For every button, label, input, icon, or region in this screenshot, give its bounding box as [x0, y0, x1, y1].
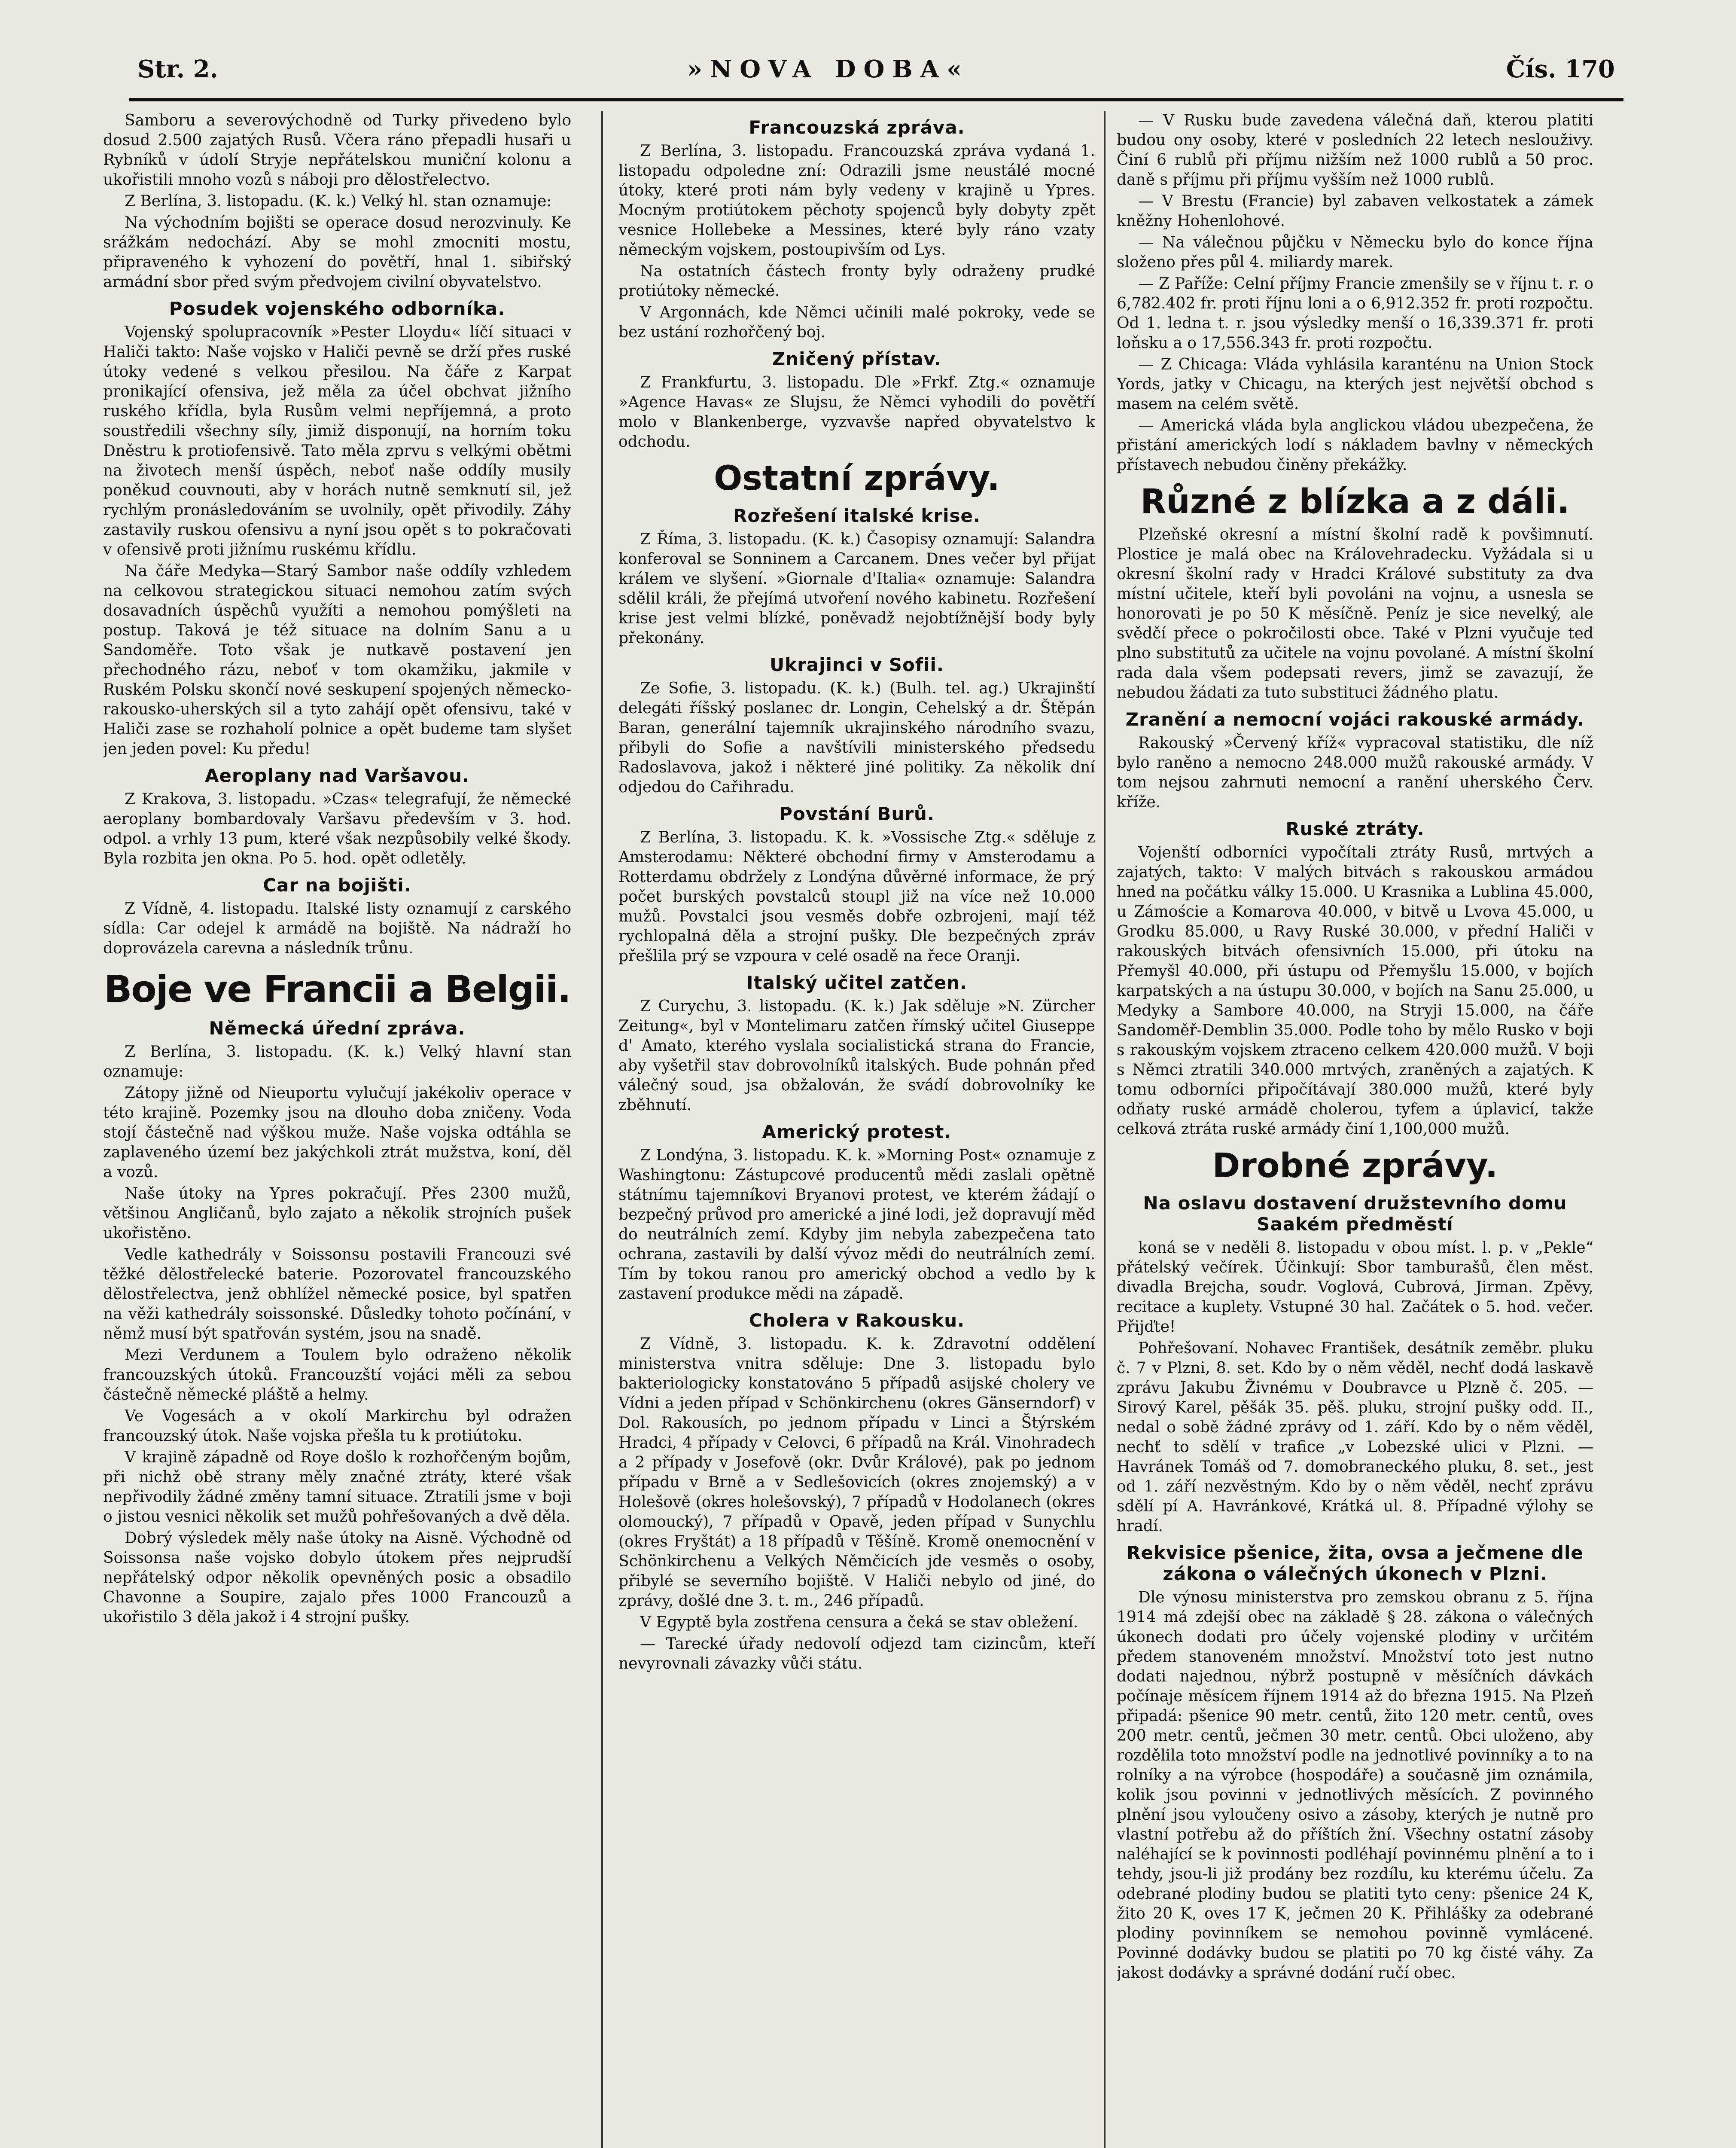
article-paragraph: Z Curychu, 3. listopadu. (K. k.) Jak sděluje »N. Zürcher Zeitung«, byl v Montelimaru zatčen římský učitel Giuseppe d' Amato, kterého vyslala socialistická strana do Francie, aby vyšetřil stav dobrovolníků italských. Bude pohnán před válečný soud, jsa obžalován, že svádí dobrovolníky ke zběhnutí.	[618, 998, 1095, 1114]
article-paragraph: Z Říma, 3. listopadu. (K. k.) Časopisy oznamují: Salandra konferoval se Sonninem a Carcanem. Dnes večer byl přijat králem ve slyšení. »Giornale d'Italia« oznamuje: Salandra sdělil králi, že přejímá utvoření nového kabinetu. Rozřešení krise jest velmi blízké, poněvadž nejobtížnější body byly překonány.	[618, 531, 1095, 647]
article-paragraph: Dle výnosu ministerstva pro zemskou obranu z 5. října 1914 má zdejší obec na základě § 28. zákona o válečných úkonech dodati pro účely vojenské plodiny v určitém předem stanoveném množství. Množství toto jest nutno dodati najednou, nýbrž postupně v měsíčních dávkách počínaje měsícem říjnem 1914 až do března 1915. Na Plzeň připadá: pšenice 90 metr. centů, žito 120 metr. centů, oves 200 metr. centů, ječmen 30 metr. centů. Obci uloženo, aby rozdělila toto množství podle na jednotlivé povinníky a to na rolníky a na výrobce (hospodáře) a současně jim oznámila, kolik jsou povinni v jednotlivých měsících. Z povinného plnění jsou vyloučeny osivo a zásoby, kterých je nutně pro vlastní potřebu až do příštích žní. Všechny ostatní zásoby naléhající se k povinnosti podléhají povinnému plnění a to i tehdy, jsou-li již prodány bez rozdílu, ku kterému účelu. Za odebrané plodiny budou se platiti tyto ceny: pšenice 24 K, žito 20 K, oves 17 K, ječmen 20 K. Přihlášky za odebrané plodiny povinníkem se nemohou povinně vymlácené. Povinné dodávky budou se platiti po 70 kg čisté váhy. Za jakost dodávky a správné dodání ručí obec.	[1117, 1589, 1593, 1982]
article-paragraph: Pohřešovaní. Nohavec František, desátník zeměbr. pluku č. 7 v Plzni, 8. set. Kdo by o něm věděl, nechť dodá laskavě zprávu Jakubu Živnému v Doubravce u Plzně č. 205. — Sirový Karel, pěšák 35. pěš. pluku, strojní pušky odd. II., nedal o sobě žádné zprávy od 1. září. Kdo by o něm věděl, nechť to sdělí v trafice „v Lobezské ulici v Plzni. — Havránek Tomáš od 7. domobraneckého pluku, 8. set., jest od 1. září nezvěstným. Kdo by o něm věděl, nechť zprávu sdělí pí A. Havránkové, Krátká ul. 8. Případné výlohy se hradí.	[1117, 1339, 1593, 1535]
article-paragraph: Z Vídně, 3. listopadu. K. k. Zdravotní oddělení ministerstva vnitra sděluje: Dne 3. listopadu bylo bakteriologicky konstatováno 5 případů asijské cholery ve Vídni a jeden případ v Schönkirchenu (okres Gänserndorf) v Dol. Rakousích, po jednom případu v Linci a Štýrském Hradci, 4 případy v Celovci, 6 případů na Král. Vinohradech a 2 případy v Josefově (okr. Dvůr Králové), pak po jednom případu v Brně a v Sedlešovicích (okres znojemský) a v Holešově (okres holešovský), 7 případů v Hodolanech (okres olomoucký), 7 případů v Opavě, jeden případ v Sunychlu (okres Fryštát) a 18 případů v Těšíně. Kromě onemocnění v Schönkirchenu a Velkých Němčicích jde vesměs o osoby, přibylé se severního bojiště. V Haliči nebylo od jiné, do zprávy, došlé dne 3. t. m., 246 případů.	[618, 1335, 1095, 1610]
article-subheading: Car na bojišti.	[263, 875, 411, 896]
section-heading: Ostatní zprávy.	[714, 459, 1000, 498]
section-heading: Různé z blízka a z dáli.	[1140, 482, 1570, 521]
page-header	[137, 51, 1615, 98]
article-paragraph: — Na válečnou půjčku v Německu bylo do konce října složeno přes půl 4. miliardy marek.	[1117, 234, 1593, 271]
article-paragraph: Zátopy jižně od Nieuportu vylučují jakékoliv operace v této krajině. Pozemky jsou na dlouho doba zničeny. Voda stojí částečně nad výškou muže. Naše vojska odtáhla se zaplaveného území bez jakýchkoli ztrát mužstva, koní, děl a vozů.	[103, 1084, 571, 1181]
article-paragraph: Vojenští odborníci vypočítali ztráty Rusů, mrtvých a zajatých, takto: V malých bitvách s rakouskou armádou hned na počátku války 15.000. U Krasnika a Lublina 45.000, u Zámoście a Komarova 40.000, v bitvě u Lvova 45.000, u Grodku 85.000, u Ravy Ruské 30.000, v přední Haliči v rakouských bitvách ofensivních 15.000, při útoku na Přemyšl 40.000, při ústupu od Přemyšlu 15.000, v bojích karpatských a na ústupu 30.000, v bojích na Sanu 25.000, u Medyky a Sambore 40.000, na Stryji 15.000, na čáře Sandoměř-Demblin 35.000. Podle toho by mělo Rusko v boji s rakouským vojskem ztraceno celkem 420.000 mužů. V boji s Němci ztratili 340.000 mrtvých, zraněných a zajatých. K tomu odborníci připočítávají 380.000 mužů, které byly odňaty ruské armádě cholerou, tyfem a úplavicí, takže celková ztráta ruské armády činí 1,100,000 mužů.	[1117, 844, 1593, 1138]
article-paragraph: Z Londýna, 3. listopadu. K. k. »Morning Post« oznamuje z Washingtonu: Zástupcové producentů mědi zaslali opětně státnímu tajemníkovi Bryanovi protest, ve kterém žádají o bezpečný průvod pro americké a jiné lodi, jež dopravují měď do neutrálních zemí. Kdyby jim nebyla zabezpečena tato ochrana, zastavili by další vývoz mědi do neutrálních zemí. Tím by tokou ranou pro americký obchod a vedlo by k zastavení produkce mědi na západě.	[618, 1147, 1095, 1303]
article-paragraph: V krajině západně od Roye došlo k rozhořčeným bojům, při nichž obě strany měly značné ztráty, které však nepřivodily žádné změny tamní situace. Ztratili jsme v boji o jistou vesnici několik set mužů pohřešovaných a dvě děla.	[103, 1449, 571, 1526]
masthead-title: »NOVA DOBA«	[687, 55, 970, 83]
article-paragraph: Z Frankfurtu, 3. listopadu. Dle »Frkf. Ztg.« oznamuje »Agence Havas« ze Slujsu, že Němci vyhodili do povětří molo v Blankenberge, vyzvavše napřed obyvatelstvo k odchodu.	[618, 374, 1095, 451]
article-subheading: Posudek vojenského odborníka.	[169, 298, 506, 319]
article-paragraph: — V Rusku bude zavedena válečná daň, kterou platiti budou ony osoby, které v posledních 22 letech neslouživy. Činí 6 rublů při příjmu nižším než 1000 rublů a 50 proc. daně s příjmu při příjmu vyšším než 1000 rublů.	[1117, 112, 1593, 189]
page-number: Str. 2.	[137, 55, 219, 83]
article-subheading: Povstání Burů.	[779, 803, 935, 824]
article-subheading: Cholera v Rakousku.	[749, 1310, 965, 1331]
article-paragraph: Plzeňské okresní a místní školní radě k povšimnutí. Plostice je malá obec na Královehradecku. Vyžádala si u okresní školní rady v Hradci Králové substituty za dva místní učitele, kteří byli povoláni na vojnu, a usnesla se honorovati je po 50 K měsíčně. Peníz je sice nevelký, ale svědčí přece o pokročilosti obce. Také v Plzni vyučuje teď plno substitutů za učitele na vojnu povolané. A místní školní rada dala všem podepsati revers, jimž se zavazují, že nebudou žádati za tuto substituci žádného platu.	[1117, 526, 1593, 702]
article-paragraph: Z Krakova, 3. listopadu. »Czas« telegrafují, že německé aeroplany bombardovaly Varšavu především v 3. hod. odpol. a vrhly 13 pum, které však nezpůsobily velké škody. Byla rozbita jen okna. Po 5. hod. opět odletěly.	[103, 790, 571, 867]
article-paragraph: koná se v neděli 8. listopadu v obou míst. l. p. v „Pekle“ přátelský večírek. Účinkují: Sbor tamburašů, člen měst. divadla Brejcha, soudr. Voglová, Cubrová, Jirman. Zpěvy, recitace a kuplety. Vstupné 30 hal. Začátek o 5. hod. večer. Přijďte!	[1117, 1239, 1593, 1336]
article-paragraph: Na východním bojišti se operace dosud nerozvinuly. Ke srážkám nedochází. Aby se mohl zmocniti mostu, připraveného k vyhození do povětří, hnal 1. sibiřský armádní sbor před svým předvojem civilní obyvatelstvo.	[103, 214, 571, 291]
article-paragraph: Naše útoky na Ypres pokračují. Přes 2300 mužů, většinou Angličanů, bylo zajato a několik strojních pušek ukořistěno.	[103, 1185, 571, 1242]
article-subheading: Francouzská zpráva.	[749, 117, 965, 138]
article-paragraph: V Egyptě byla zostřena censura a čeká se stav obležení.	[640, 1614, 1078, 1631]
article-paragraph: Samboru a severovýchodně od Turky přivedeno bylo dosud 2.500 zajatých Rusů. Včera ráno přepadli husaři u Rybníků v údolí Stryje nepřátelskou muniční kolonu a ukořistili mnoho vozů s náboji pro dělostřelectvo.	[103, 112, 571, 189]
article-subheading: Ukrajinci v Sofii.	[770, 654, 944, 675]
article-subheading: Na oslavu dostavení družstevního domu Saakém předměstí	[1143, 1193, 1567, 1235]
article-subheading: Rekvisice pšenice, žita, ovsa a ječmene dle zákona o válečných úkonech v Plzni.	[1127, 1542, 1584, 1584]
article-paragraph: Mezi Verdunem a Toulem bylo odraženo několik francouzských útoků. Francouzští vojáci měli za sebou částečně německé pláště a helmy.	[103, 1346, 571, 1404]
article-paragraph: V Argonnách, kde Němci učinili malé pokroky, vede se bez ustání rozhořčený boj.	[618, 304, 1095, 341]
article-subheading: Německá úřední zpráva.	[209, 1018, 466, 1039]
article-paragraph: Na ostatních částech fronty byly odraženy prudké protiútoky německé.	[618, 262, 1095, 300]
column-middle	[618, 111, 1095, 2148]
column-right	[1117, 111, 1593, 2148]
article-paragraph: Z Berlína, 3. listopadu. Francouzská zpráva vydaná 1. listopadu odpoledne zní: Odrazili jsme neustálé mocné útoky, které proti nám byly vedeny v krajině u Ypres. Mocným protiútokem pěchoty spojenců byly dobyty zpět vesnice Hollebeke a Messines, které byly ráno vzaty německým vojskem, postoupivším od Lys.	[618, 142, 1095, 259]
article-subheading: Ruské ztráty.	[1285, 818, 1425, 839]
article-paragraph: Z Berlína, 3. listopadu. (K. k.) Velký hl. stan oznamuje:	[125, 192, 552, 210]
article-paragraph: — Americká vláda byla anglickou vládou ubezpečena, že přistání amerických lodí s nákladem bavlny v německých přístavech nebudou činěny překážky.	[1117, 417, 1593, 474]
article-paragraph: Z Berlína, 3. listopadu. K. k. »Vossische Ztg.« sděluje z Amsterodamu: Některé obchodní firmy v Amsterodamu a Rotterdamu obdržely z Londýna důvěrné informace, že prý počet burských povstalců stoupl již na více než 10.000 mužů. Povstalci jsou vesměs dobře ozbrojeni, mají též rychlopalná děla a strojní pušky. Dle bezpečných zpráv přešlila prý se vzpoura v celé osadě na řece Oranji.	[618, 829, 1095, 965]
article-paragraph: Vojenský spolupracovník »Pester Lloydu« líčí situaci v Haliči takto: Naše vojsko v Haliči pevně se drží přes ruské útoky vedené s velkou přesilou. Na čáře z Karpat pronikající ofensiva, jež měla za účel obchvat jižního ruského křídla, byla Rusům velmi nepříjemná, a proto soustředili všechny síly, jimiž disponují, na horním toku Dněstru k protiofensivě. Tato měla zprvu s velkými obětmi na životech menší úspěch, neboť naše oddíly musily poněkud couvnouti, aby v horách nutně semknutí sil, jež rychlým pronásledováním se uvolnily, opět přivodily. Záhy zastavily ruskou ofensivu a nyní jsou opět s to pokračovati v ofensivě proti jižnímu ruskému křídlu.	[103, 323, 571, 558]
article-paragraph: Z Berlína, 3. listopadu. (K. k.) Velký hlavní stan oznamuje:	[103, 1043, 571, 1080]
section-heading: Drobné zprávy.	[1212, 1147, 1498, 1185]
article-paragraph: Z Vídně, 4. listopadu. Italské listy oznamují z carského sídla: Car odejel k armádě na bojiště. Na nádraží ho doprovázela carevna a následník trůnu.	[103, 900, 571, 957]
article-paragraph: Na čáře Medyka—Starý Sambor naše oddíly vzhledem na celkovou strategickou situaci nemohou zatím svých dosavadních úspěchů využíti a nemohou pomýšleti na postup. Taková je též situace na dolním Sanu a u Sandoměře. Toto však je nutkavě postavení jen přechodného rázu, neboť v tom okamžiku, jakmile v Ruském Polsku skončí nové seskupení spojených německo-rakousko-uherských sil a tyto zahájí opět ofensivu, také v Haliči zase se rozhaholí polnice a opět budeme tam slyšet jen jeden povel: Ku předu!	[103, 562, 571, 758]
article-subheading: Aeroplany nad Varšavou.	[205, 765, 469, 786]
header-rule	[129, 98, 1623, 101]
article-subheading: Zničený přístav.	[772, 348, 942, 369]
article-paragraph: Ze Sofie, 3. listopadu. (K. k.) (Bulh. tel. ag.) Ukrajinští delegáti říšský poslanec dr. Longin, Cehelský a dr. Štěpán Baran, generální tajemník ukrajinského národního svazu, přibyli do Sofie a navštívili ministerského předsedu Radoslavova, jakož i některé jiné politiky. Za několik dní odjedou do Cařihradu.	[618, 680, 1095, 796]
article-paragraph: — V Brestu (Francie) byl zabaven velkostatek a zámek kněžny Hohenlohové.	[1117, 192, 1593, 230]
article-paragraph: — Z Paříže: Celní příjmy Francie zmenšily se v říjnu t. r. o 6,782.402 fr. proti říjnu loni a o 6,912.352 fr. proti rozpočtu. Od 1. ledna t. r. jsou výsledky menší o 16,339.371 fr. proti loňsku a o 17,556.343 fr. proti rozpočtu.	[1117, 275, 1593, 352]
column-left	[103, 111, 571, 2148]
article-paragraph: — Tarecké úřady nedovolí odjezd tam cizincům, kteří nevyrovnali závazky vůči státu.	[618, 1635, 1095, 1672]
article-paragraph: Dobrý výsledek měly naše útoky na Aisně. Východně od Soissonsa naše vojsko dobylo útokem přes nejprudší nepřátelský odpor několik opevněných posic a obsadilo Chavonne a Soupire, zajalo přes 1000 Francouzů a ukořistilo 3 děla jakož i 4 strojní pušky.	[103, 1529, 571, 1626]
section-heading: Boje ve Francii a Belgii.	[104, 968, 570, 1011]
article-paragraph: Vedle kathedrály v Soissonsu postavili Francouzi své těžké dělostřelecké baterie. Pozorovatel francouzského dělostřelectva, jenž obhlížel německé posice, byl spatřen na věži kathedrály soissonské. Důsledky tohoto počínání, v němž musí být spatřován systém, jsou na snadě.	[103, 1246, 571, 1342]
article-paragraph: Rakouský »Červený kříž« vypracoval statistiku, dle níž bylo raněno a nemocno 248.000 mužů rakouské armády. V tom nejsou zahrnuti nemocní a ranění uherského Červ. kříže.	[1117, 734, 1593, 811]
column-divider	[1104, 111, 1106, 2148]
article-subheading: Zranění a nemocní vojáci rakouské armády.	[1125, 709, 1585, 730]
column-divider	[601, 111, 603, 2148]
article-subheading: Americký protest.	[762, 1121, 952, 1142]
article-paragraph: Ve Vogesách a v okolí Markirchu byl odražen francouzský útok. Naše vojska přešla tu k protiútoku.	[103, 1407, 571, 1445]
article-paragraph: — Z Chicaga: Vláda vyhlásila karanténu na Union Stock Yords, jatky v Chicagu, na kterých jest největší obchod s masem na celém světě.	[1117, 356, 1593, 413]
article-subheading: Italský učitel zatčen.	[746, 972, 968, 993]
issue-number: Čís. 170	[1506, 55, 1615, 83]
article-subheading: Rozřešení italské krise.	[733, 505, 981, 526]
